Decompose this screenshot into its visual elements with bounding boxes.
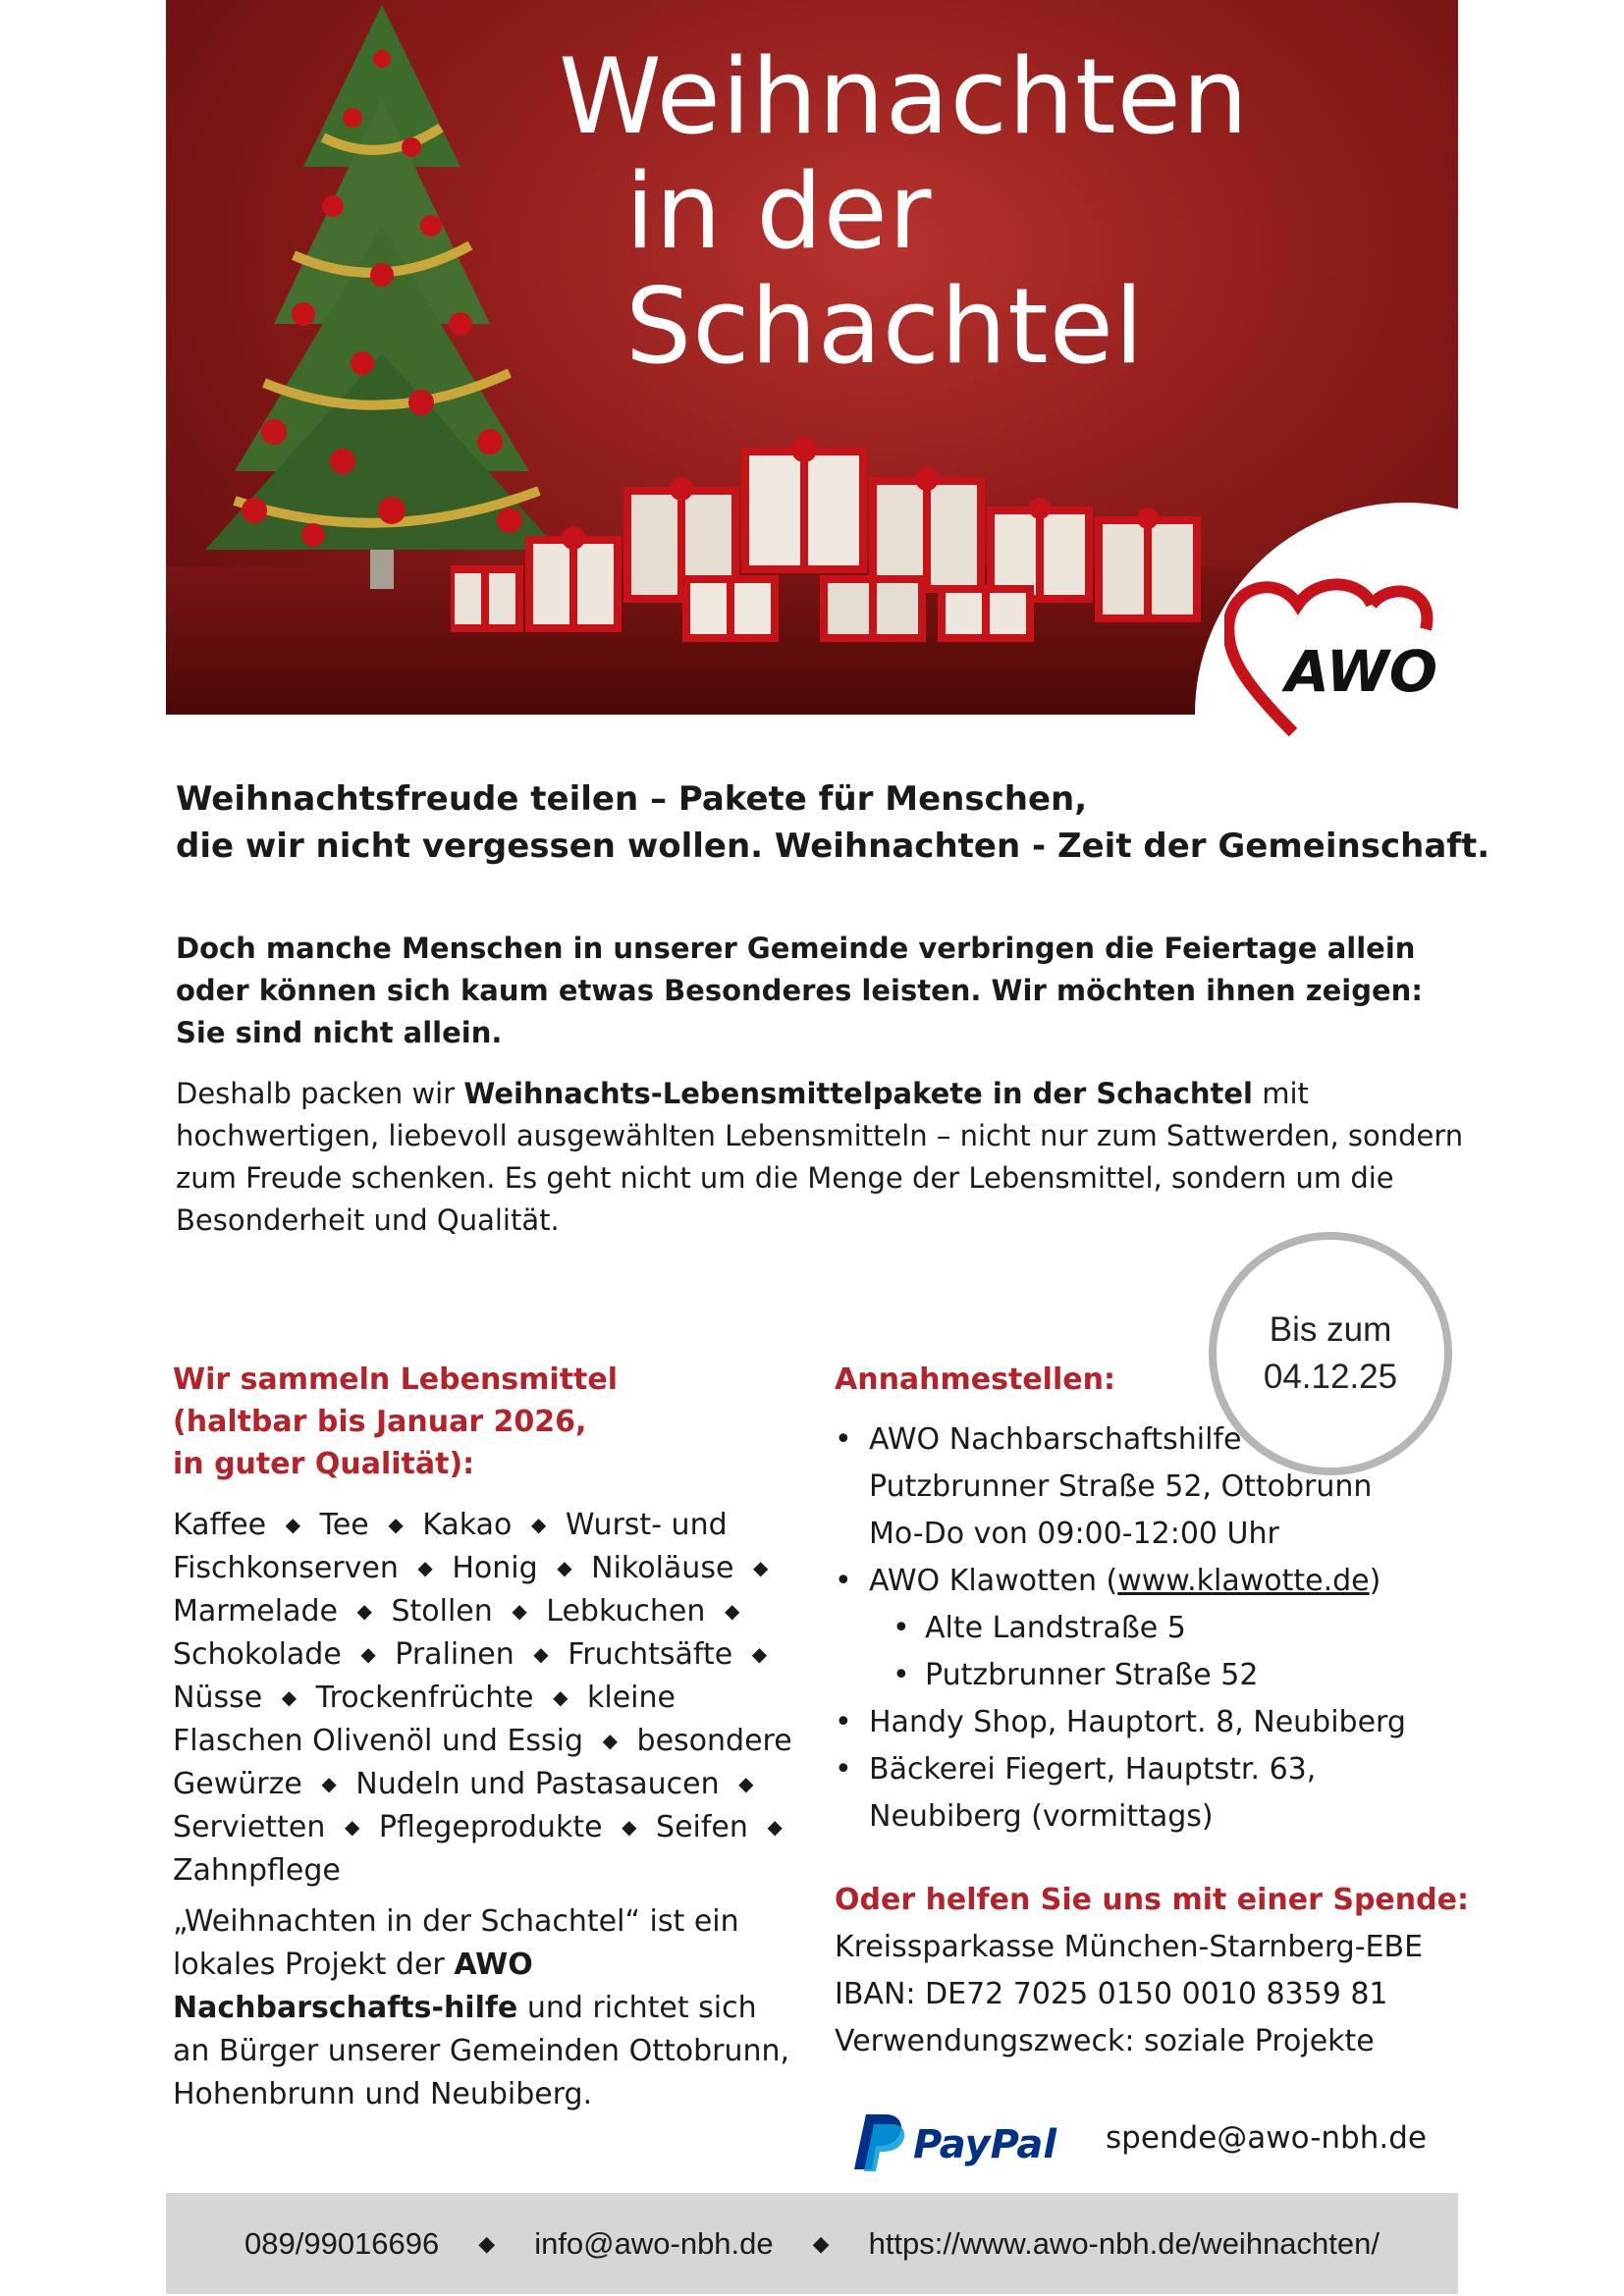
location-klawotten-a: Alte Landstraße 5 xyxy=(925,1611,1186,1645)
diamond-separator: ◆ xyxy=(751,1642,768,1666)
location-item xyxy=(835,1699,1463,1746)
location-subitem xyxy=(835,1605,1463,1652)
bullet: • xyxy=(835,1564,852,1598)
body-pre: Deshalb packen wir xyxy=(176,1077,464,1110)
location-klawotten xyxy=(835,1558,1463,1605)
goods-item: Fruchtsäfte xyxy=(568,1637,733,1672)
location-item xyxy=(835,1746,1463,1841)
collect-title-line3: in guter Qualität): xyxy=(173,1447,475,1481)
bank-name: Kreissparkasse München-Starnberg-EBE xyxy=(835,1930,1424,1964)
headline-line1: Weihnachtsfreude teilen – Pakete für Menschen, xyxy=(176,779,1088,819)
diamond-separator: ◆ xyxy=(530,1513,547,1536)
footer-email[interactable]: info@awo-nbh.de xyxy=(534,2225,774,2261)
diamond-separator: ◆ xyxy=(752,1556,769,1579)
headline-line2: die wir nicht vergessen wollen. Weihnachten - Zeit der Gemeinschaft. xyxy=(176,827,1490,866)
diamond-separator: ◆ xyxy=(767,1815,783,1839)
goods-item: Pflegeprodukte xyxy=(378,1810,603,1844)
diamond-separator: ◆ xyxy=(356,1599,372,1623)
body-bold: Weihnachts-Lebensmittelpakete in der Schachtel xyxy=(463,1077,1253,1110)
deadline-line1: Bis zum xyxy=(1269,1310,1392,1349)
body-post: mit hochwertigen, liebevoll ausgewählten Lebensmitteln – nicht nur zum Sattwerden, sondern zum Freude schenken. Es geht nicht um die Menge der Lebensmittel, sondern um die Besonderheit und Qualität. xyxy=(176,1077,1464,1237)
locations-title: Annahmestellen: xyxy=(835,1362,1115,1397)
goods-list xyxy=(173,1505,811,1891)
bullet: • xyxy=(835,1705,852,1739)
diamond-separator: ◆ xyxy=(724,1599,740,1623)
body-paragraph xyxy=(176,1073,1472,1242)
location-baeckerei-line2: Neubiberg (vormittags) xyxy=(869,1799,1214,1834)
diamond-separator: ◆ xyxy=(417,1556,433,1579)
goods-item: Tee xyxy=(319,1508,369,1542)
goods-item: Zahnpflege xyxy=(173,1853,341,1888)
goods-item: Stollen xyxy=(391,1594,493,1629)
diamond-separator: ◆ xyxy=(285,1513,301,1536)
goods-item: Honig xyxy=(452,1551,538,1585)
diamond-separator: ◆ xyxy=(360,1642,376,1666)
diamond-separator: ◆ xyxy=(321,1772,337,1795)
goods-item: Nikoläuse xyxy=(591,1551,734,1585)
footer-phone[interactable]: 089/99016696 xyxy=(244,2225,440,2261)
location-subitem xyxy=(835,1652,1463,1699)
goods-item: Kaffee xyxy=(173,1508,267,1542)
awo-logo-text: AWO xyxy=(1285,638,1437,705)
bullet: • xyxy=(835,1752,852,1787)
diamond-separator: ◆ xyxy=(281,1685,298,1709)
paypal-label: PayPal xyxy=(913,2122,1057,2167)
bullet: • xyxy=(893,1658,910,1692)
iban: IBAN: DE72 7025 0150 0010 8359 81 xyxy=(835,1977,1388,2011)
location-item xyxy=(835,1558,1463,1605)
location-baeckerei-line1: Bäckerei Fiegert, Hauptstr. 63, xyxy=(869,1752,1317,1787)
diamond-separator: ◆ xyxy=(344,1815,360,1839)
project-post: und richtet sich an Bürger unserer Gemeinden Ottobrunn, Hohenbrunn und Neubiberg. xyxy=(173,1991,790,2111)
deadline-line2: 04.12.25 xyxy=(1263,1358,1398,1396)
donation-email[interactable]: spende@awo-nbh.de xyxy=(1106,2120,1427,2156)
paypal-logo[interactable] xyxy=(844,2109,1080,2177)
goods-item: Wurst- und Fischkonserven xyxy=(173,1508,728,1585)
diamond-separator: ◆ xyxy=(738,1772,754,1795)
klawotte-link[interactable]: www.klawotte.de xyxy=(1117,1564,1370,1598)
diamond-separator: ◆ xyxy=(602,1729,618,1752)
footer-url[interactable]: https://www.awo-nbh.de/weihnachten/ xyxy=(868,2225,1380,2261)
goods-item: Servietten xyxy=(173,1810,326,1844)
goods-item: Seifen xyxy=(656,1810,748,1844)
diamond-separator: ◆ xyxy=(388,1513,404,1536)
gift-boxes-image xyxy=(451,432,1334,658)
project-bold: AWO Nachbarschafts-hilfe xyxy=(173,1948,533,2025)
project-description xyxy=(173,1900,801,2116)
goods-item: Lebkuchen xyxy=(546,1594,706,1629)
goods-item: Nüsse xyxy=(173,1681,263,1715)
location-awo-line1: AWO Nachbarschaftshilfe xyxy=(869,1422,1242,1457)
diamond-separator: ◆ xyxy=(512,1599,527,1623)
goods-item: Trockenfrüchte xyxy=(315,1681,534,1715)
footer-separator: ◆ xyxy=(478,2230,496,2256)
location-awo-line3: Mo-Do von 09:00-12:00 Uhr xyxy=(869,1517,1279,1551)
hero-title-line2: in der Schachtel xyxy=(625,151,1145,387)
goods-item: besondere Gewürze xyxy=(173,1724,792,1801)
footer-separator: ◆ xyxy=(812,2230,830,2256)
goods-item: Nudeln und Pastasaucen xyxy=(355,1767,720,1801)
intro-paragraph: Doch manche Menschen in unserer Gemeinde verbringen die Feiertage allein oder können sich kaum etwas Besonderes leisten. Wir möchten ihnen zeigen: Sie sind nicht allein. xyxy=(176,932,1423,1049)
hero-title-line1: Weihnachten xyxy=(559,36,1250,157)
goods-item: kleine Flaschen Olivenöl und Essig xyxy=(173,1681,676,1758)
collect-title-line2: (haltbar bis Januar 2026, xyxy=(173,1405,587,1439)
project-pre: „Weihnachten in der Schachtel“ ist ein lokales Projekt der xyxy=(173,1904,739,1982)
footer-bar xyxy=(166,2193,1458,2294)
location-klawotten-post: ) xyxy=(1369,1564,1381,1598)
donation-purpose: Verwendungszweck: soziale Projekte xyxy=(835,2024,1375,2058)
goods-item: Marmelade xyxy=(173,1594,338,1629)
location-klawotten-b: Putzbrunner Straße 52 xyxy=(925,1658,1259,1692)
diamond-separator: ◆ xyxy=(622,1815,637,1839)
goods-item: Kakao xyxy=(422,1508,513,1542)
location-handyshop: Handy Shop, Hauptort. 8, Neubiberg xyxy=(869,1705,1406,1739)
location-klawotten-pre: AWO Klawotten ( xyxy=(869,1564,1118,1598)
location-item xyxy=(835,1416,1463,1558)
goods-item: Pralinen xyxy=(395,1637,514,1672)
diamond-separator: ◆ xyxy=(533,1642,549,1666)
bullet: • xyxy=(893,1611,910,1645)
headline xyxy=(176,775,1489,870)
bullet: • xyxy=(835,1422,852,1457)
diamond-separator: ◆ xyxy=(553,1685,568,1709)
diamond-separator: ◆ xyxy=(557,1556,572,1579)
location-awo-line2: Putzbrunner Straße 52, Ottobrunn xyxy=(869,1469,1373,1504)
donation-title: Oder helfen Sie uns mit einer Spende: xyxy=(835,1883,1469,1917)
bank-details xyxy=(835,1924,1423,2065)
awo-logo xyxy=(1224,575,1450,742)
collect-title xyxy=(173,1359,618,1485)
goods-item: Schokolade xyxy=(173,1637,342,1672)
hero-title xyxy=(559,36,1458,387)
collect-title-line1: Wir sammeln Lebensmittel xyxy=(173,1362,619,1397)
